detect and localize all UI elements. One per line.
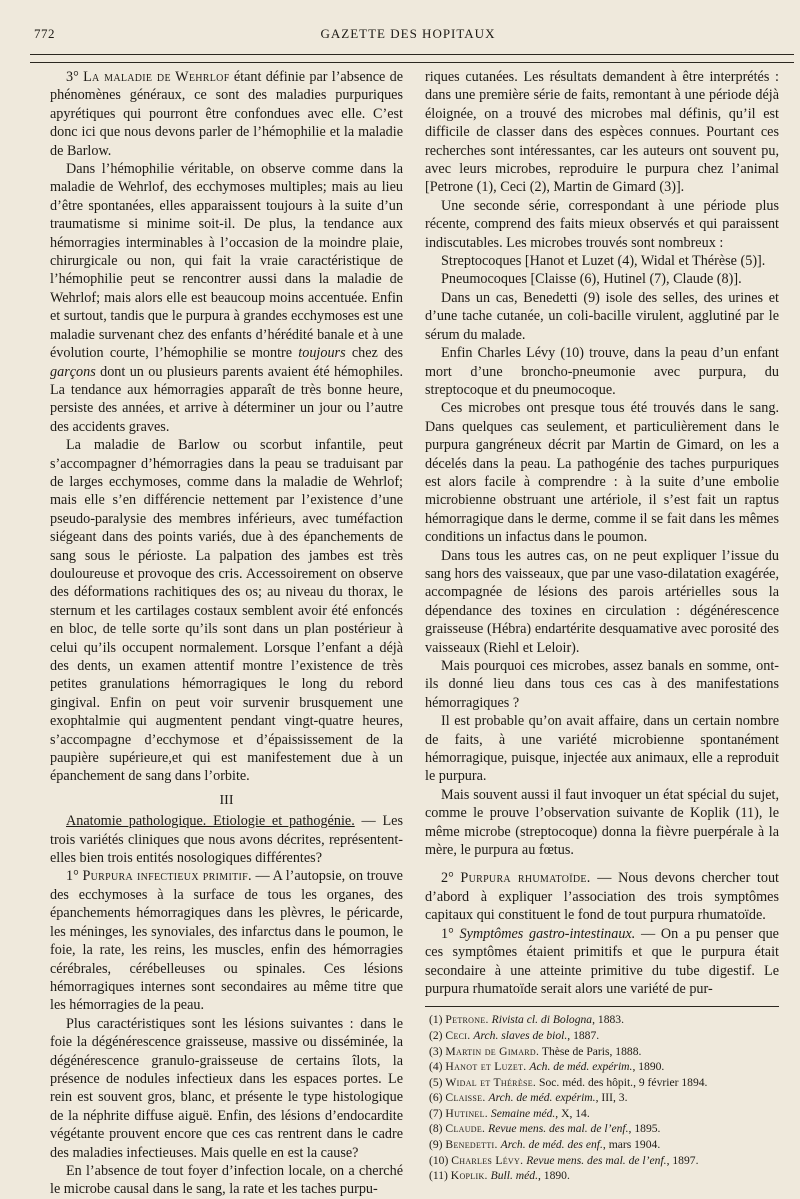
text-run: (1)	[429, 1013, 446, 1027]
paragraph	[50, 436, 403, 786]
text-run: Ces microbes ont presque tous été trouvés dans le sang. Dans quelques cas seulement, et particulièrement dans le purpura gangréneux décrit par Martin de Gimard, on les a décelés dans la peau. La pathogénie des taches purpuriques est alors facile à comprendre : à la suite d’une embolie microbienne obstruant une artériole, il s’est fait un raptus hémorragique dans le derme, comme il se fait dans les mêmes conditions un infactus dans le poumon.	[425, 400, 779, 546]
text-run: Semaine méd.	[490, 1106, 556, 1120]
text-run: Claisse.	[445, 1091, 486, 1105]
text-run: (3)	[429, 1044, 446, 1058]
text-run: Dans un cas, Benedetti (9) isole des selles, des urines et d’une tache cutanée, un coli-bacille virulent, agglutiné par le sérum du malade.	[425, 289, 779, 343]
text-run: , 1890.	[537, 1169, 570, 1183]
text-run: Plus caractéristiques sont les lésions suivantes : dans le foie la dégénérescence graisseuse, massive ou disséminée, la dégénérescence granulo-graisseuse de certains îlots, la présence de nodules infectieux dans les espaces portes. Le rein est souvent gros, blanc, et présente le type histologique de la néphrite diffuse aiguë. Enfin, des lésions d’endocardite végétante prouvent encore que ces cas rentrent dans le cadre des maladies infectieuses. Mais quelle en est la cause?	[50, 1015, 403, 1161]
text-run: étant définie par l’absence de phénomènes généraux, ce sont des maladies purpuriques apyrétiques qui pourront être confondues avec elle. C’est donc ici que nous devons parler de l’hémophilie et la maladie de Barlow.	[50, 69, 403, 159]
paragraph	[425, 289, 779, 344]
paragraph	[50, 1162, 403, 1199]
footnote	[425, 1153, 779, 1169]
text-run: Dans l’hémophilie véritable, on observe comme dans la maladie de Wehrlof, des ecchymoses multiples; mais au lieu d’être spontanées, elles apparaissent toujours à la suite d’un traumatisme si minime soit-il. De plus, la tendance aux hémorragies interminables à l’occasion de la moindre plaie, chirurgicale ou non, qui fait la vraie caractéristique de l’hémophilie peut se rencontrer aussi dans la maladie de Wehrlof; mais alors elle est beaucoup moins accentuée. Enfin et surtout, tandis que le purpura à grandes ecchymoses est une maladie survenant chez des enfants d’hérédité banale et à une évolution courte, l’hémophilie se montre	[50, 161, 403, 362]
text-run: Martin de Gimard.	[445, 1044, 540, 1058]
paragraph	[425, 252, 779, 270]
text-run: toujours	[298, 345, 346, 362]
text-run: Rivista cl. di Bologna	[491, 1013, 593, 1027]
text-run: Ach. de méd. expérim.	[529, 1060, 633, 1074]
paragraph	[425, 786, 779, 860]
text-run: Anatomie pathologique. Etiologie et pathogénie.	[66, 813, 355, 830]
left-column	[50, 68, 403, 1199]
text-run: Benedetti.	[445, 1138, 498, 1152]
footnote	[425, 1012, 779, 1028]
page-number: 772	[34, 26, 55, 41]
text-run: Une seconde série, correspondant à une période plus récente, comprend des faits mieux observés et qui paraissent indiscutables. Les microbes trouvés sont nombreux :	[425, 197, 779, 251]
text-run: Hanot et Luzet.	[445, 1060, 527, 1074]
footnotes	[425, 1006, 779, 1184]
text-run: La maladie de Wehrlof	[83, 69, 230, 85]
text-run: Il est probable qu’on avait affaire, dans un certain nombre de faits, à une variété microbienne spontanément hémorragique, puisque, injectée aux animaux, elle a reproduit le purpura.	[425, 713, 779, 785]
text-run: — A l’autopsie, on trouve des ecchymoses à la surface de tous les organes, des épanchements hémorragiques dans les plèvres, le péricarde, les méninges, les synoviales, des infarctus dans le poumon, le foie, la rate, les reins, les muscles, enfin des hémorragies cérébrales, cérébelleuses ou spinales. Ces lésions hémorragiques internes sont secondaires au même titre que les hémorragies de la peau.	[50, 868, 403, 1014]
text-run: — On a pu penser que ces symptômes étaient primitifs et que le purpura était secondaire à une atteinte primitive du tube digestif. Le purpura rhumatoïde serait alors une variété de pur-	[425, 925, 779, 997]
text-run: Koplik.	[450, 1169, 488, 1183]
text-run: Dans tous les autres cas, on ne peut expliquer l’issue du sang hors des vaisseaux, que par une vaso-dilatation exagérée, accompagnée de lésions des parois artérielles sous la dépendance des toxines en circulation : dégénérescence graisseuse (Hébra) endartérite desquamative avec porosité des vaisseaux (Riehl et Leloir).	[425, 547, 779, 656]
text-run: Streptocoques [Hanot et Luzet (4), Widal et Thérèse (5)].	[441, 253, 766, 270]
footnote	[425, 1044, 779, 1060]
text-run: , 1890.	[632, 1060, 665, 1074]
text-run: Arch. slaves de biol.	[473, 1028, 568, 1042]
paragraph	[50, 160, 403, 436]
text-run: Petrone.	[445, 1013, 489, 1027]
footnote	[425, 1059, 779, 1075]
text-run: Purpura infectieux primitif.	[82, 868, 252, 885]
text-run: chez des	[345, 345, 403, 362]
text-run: Mais pourquoi ces microbes, assez banals en somme, ont-ils donné lieu dans tous ces cas à des manifestations hémorragiques ?	[425, 658, 779, 711]
text-run: Revue mens. des mal. de l’enf.	[526, 1153, 667, 1167]
paragraph	[425, 68, 779, 197]
right-column	[425, 68, 779, 1184]
text-run: Enfin Charles Lévy (10) trouve, dans la peau d’un enfant mort d’une broncho-pneumonie avec purpura, du streptocoque et du pneumocoque.	[425, 345, 779, 398]
text-run: Arch. de méd. expérim.	[488, 1091, 596, 1105]
paragraph	[425, 925, 779, 999]
text-run: , 1897.	[666, 1153, 699, 1167]
text-run: — Les trois variétés cliniques que nous avons décrites, représentent-elles bien trois entités nosologiques différentes?	[50, 813, 403, 867]
paragraph	[425, 657, 779, 712]
text-run: Thèse de Paris, 1888.	[539, 1044, 642, 1058]
text-run: 3°	[66, 69, 84, 85]
journal-title: GAZETTE DES HOPITAUX	[320, 26, 496, 41]
paragraph	[50, 812, 403, 867]
text-run: Hutinel.	[445, 1106, 488, 1120]
header-rule-bottom	[30, 62, 794, 63]
text-run: , 1887.	[567, 1028, 600, 1042]
text-run: , 1883.	[592, 1013, 624, 1027]
footnote	[425, 1090, 779, 1106]
text-run: (11)	[429, 1169, 451, 1183]
paragraph	[425, 712, 779, 786]
text-run: dont un ou plusieurs parents avaient été hémophiles. La tendance aux hémorragies apparaît de très bonne heure, persiste des années, et arrive à déterminer un jour ou l’autre des accidents graves.	[50, 363, 403, 435]
header-rule-top	[30, 54, 794, 55]
page-header	[30, 26, 786, 48]
paragraph	[50, 1015, 403, 1162]
text-run: Pneumocoques [Claisse (6), Hutinel (7), Claude (8)].	[441, 271, 742, 288]
text-run: Claude.	[445, 1122, 486, 1136]
text-run: — Nous devons chercher tout d’abord à expliquer l’association des trois symptômes capitaux qui constituent le fond de tout purpura rhumatoïde.	[425, 870, 779, 924]
footnote	[425, 1106, 779, 1122]
paragraph	[425, 197, 779, 252]
text-run: Widal et Thérèse.	[445, 1075, 537, 1089]
footnote	[425, 1028, 779, 1044]
paragraph	[425, 869, 779, 924]
footnote	[425, 1075, 779, 1091]
text-run: Soc. méd. des hôpit., 9 février 1894.	[536, 1075, 708, 1089]
text-run: 1°	[441, 925, 460, 942]
text-run: , III, 3.	[595, 1091, 628, 1105]
text-run: (7)	[429, 1106, 446, 1120]
text-run: Arch. de méd. des enf.	[500, 1138, 603, 1152]
text-run: En l’absence de tout foyer d’infection locale, on a cherché le microbe causal dans le sang, la rate et les taches purpu-	[50, 1162, 403, 1198]
paragraph	[50, 867, 403, 1014]
text-run: (5)	[429, 1075, 446, 1089]
paragraph	[425, 270, 779, 288]
text-run: (10)	[429, 1153, 452, 1167]
text-run: garçons	[50, 363, 96, 380]
text-run: Ceci.	[445, 1028, 471, 1042]
text-run: , 1895.	[628, 1122, 661, 1136]
section-heading: III	[219, 792, 234, 808]
text-run: La maladie de Barlow ou scorbut infantile, peut s’accompagner d’hémorragies dans la peau se traduisant par de larges ecchymoses, comme dans la maladie de Wehrlof; mais elle s’en différencie nettement par l’existence d’une pseudo-paralysie des membres inférieurs, avec tuméfaction siégeant dans des points variés, due à des épanchements de sang sous le périoste. La palpation des jambes est très douloureuse et provoque des cris. Accessoirement on observe des déformations rachitiques des os; au niveau du thorax, le sternum et les cartilages costaux semblent avoir été enfoncés en bloc, de telle sorte qu’ils sont dans un plan postérieur à celui qu’ils occupent normalement. Lorsque l’enfant a déjà des dents, un examen attentif montre l’existence de très petites granulations hémorragiques le long du rebord gingival. Enfin on peut voir survenir brusquement une exophtalmie qui augmentent pendant vingt-quatre heures, s’accompagne d’ecchymose et d’épaississement de la paupière supérieure,et qui est manifestement due à un épanchement de sang dans l’orbite.	[50, 437, 403, 785]
text-run: Bull. méd.	[490, 1169, 538, 1183]
text-run: (6)	[429, 1091, 446, 1105]
footnote	[425, 1137, 779, 1153]
text-run: (9)	[429, 1138, 446, 1152]
text-run: (8)	[429, 1122, 446, 1136]
footnote	[425, 1121, 779, 1137]
text-run: (2)	[429, 1028, 446, 1042]
right-column-body	[425, 68, 779, 998]
paragraph	[425, 344, 779, 399]
text-run: Charles Lévy.	[451, 1153, 524, 1167]
text-run: riques cutanées. Les résultats demandent à être interprétés : dans une première série de faits, remontant à une période déjà éloignée, on a trouvé des microbes mal définis, qu’il est difficile de classer dans des espèces connues. Pourtant ces recherches sont intéressantes, car les auteurs ont souvent pu, avec leurs microbes, reproduire le purpura chez l’animal [Petrone (1), Ceci (2), Martin de Gimard (3)].	[425, 69, 779, 196]
text-run: Mais souvent aussi il faut invoquer un état spécial du sujet, comme le prouve l’observation suivante de Koplik (11), le même microbe (streptocoque) donna la fièvre puerpérale à la mère, le purpura au fœtus.	[425, 786, 779, 859]
footnote	[425, 1168, 779, 1184]
text-run: , mars 1904.	[602, 1138, 661, 1152]
text-run: 2°	[441, 870, 461, 887]
text-run: (4)	[429, 1060, 446, 1074]
paragraph	[50, 68, 403, 160]
paragraph-gap	[425, 859, 779, 869]
text-run: 1°	[66, 868, 83, 885]
paragraph	[425, 547, 779, 657]
text-run: Revue mens. des mal. de l’enf.	[488, 1122, 629, 1136]
text-run: Purpura rhumatoïde.	[460, 870, 591, 887]
text-run: , X, 14.	[555, 1106, 590, 1120]
paragraph	[425, 399, 779, 546]
text-run: Symptômes gastro-intestinaux.	[459, 925, 636, 942]
